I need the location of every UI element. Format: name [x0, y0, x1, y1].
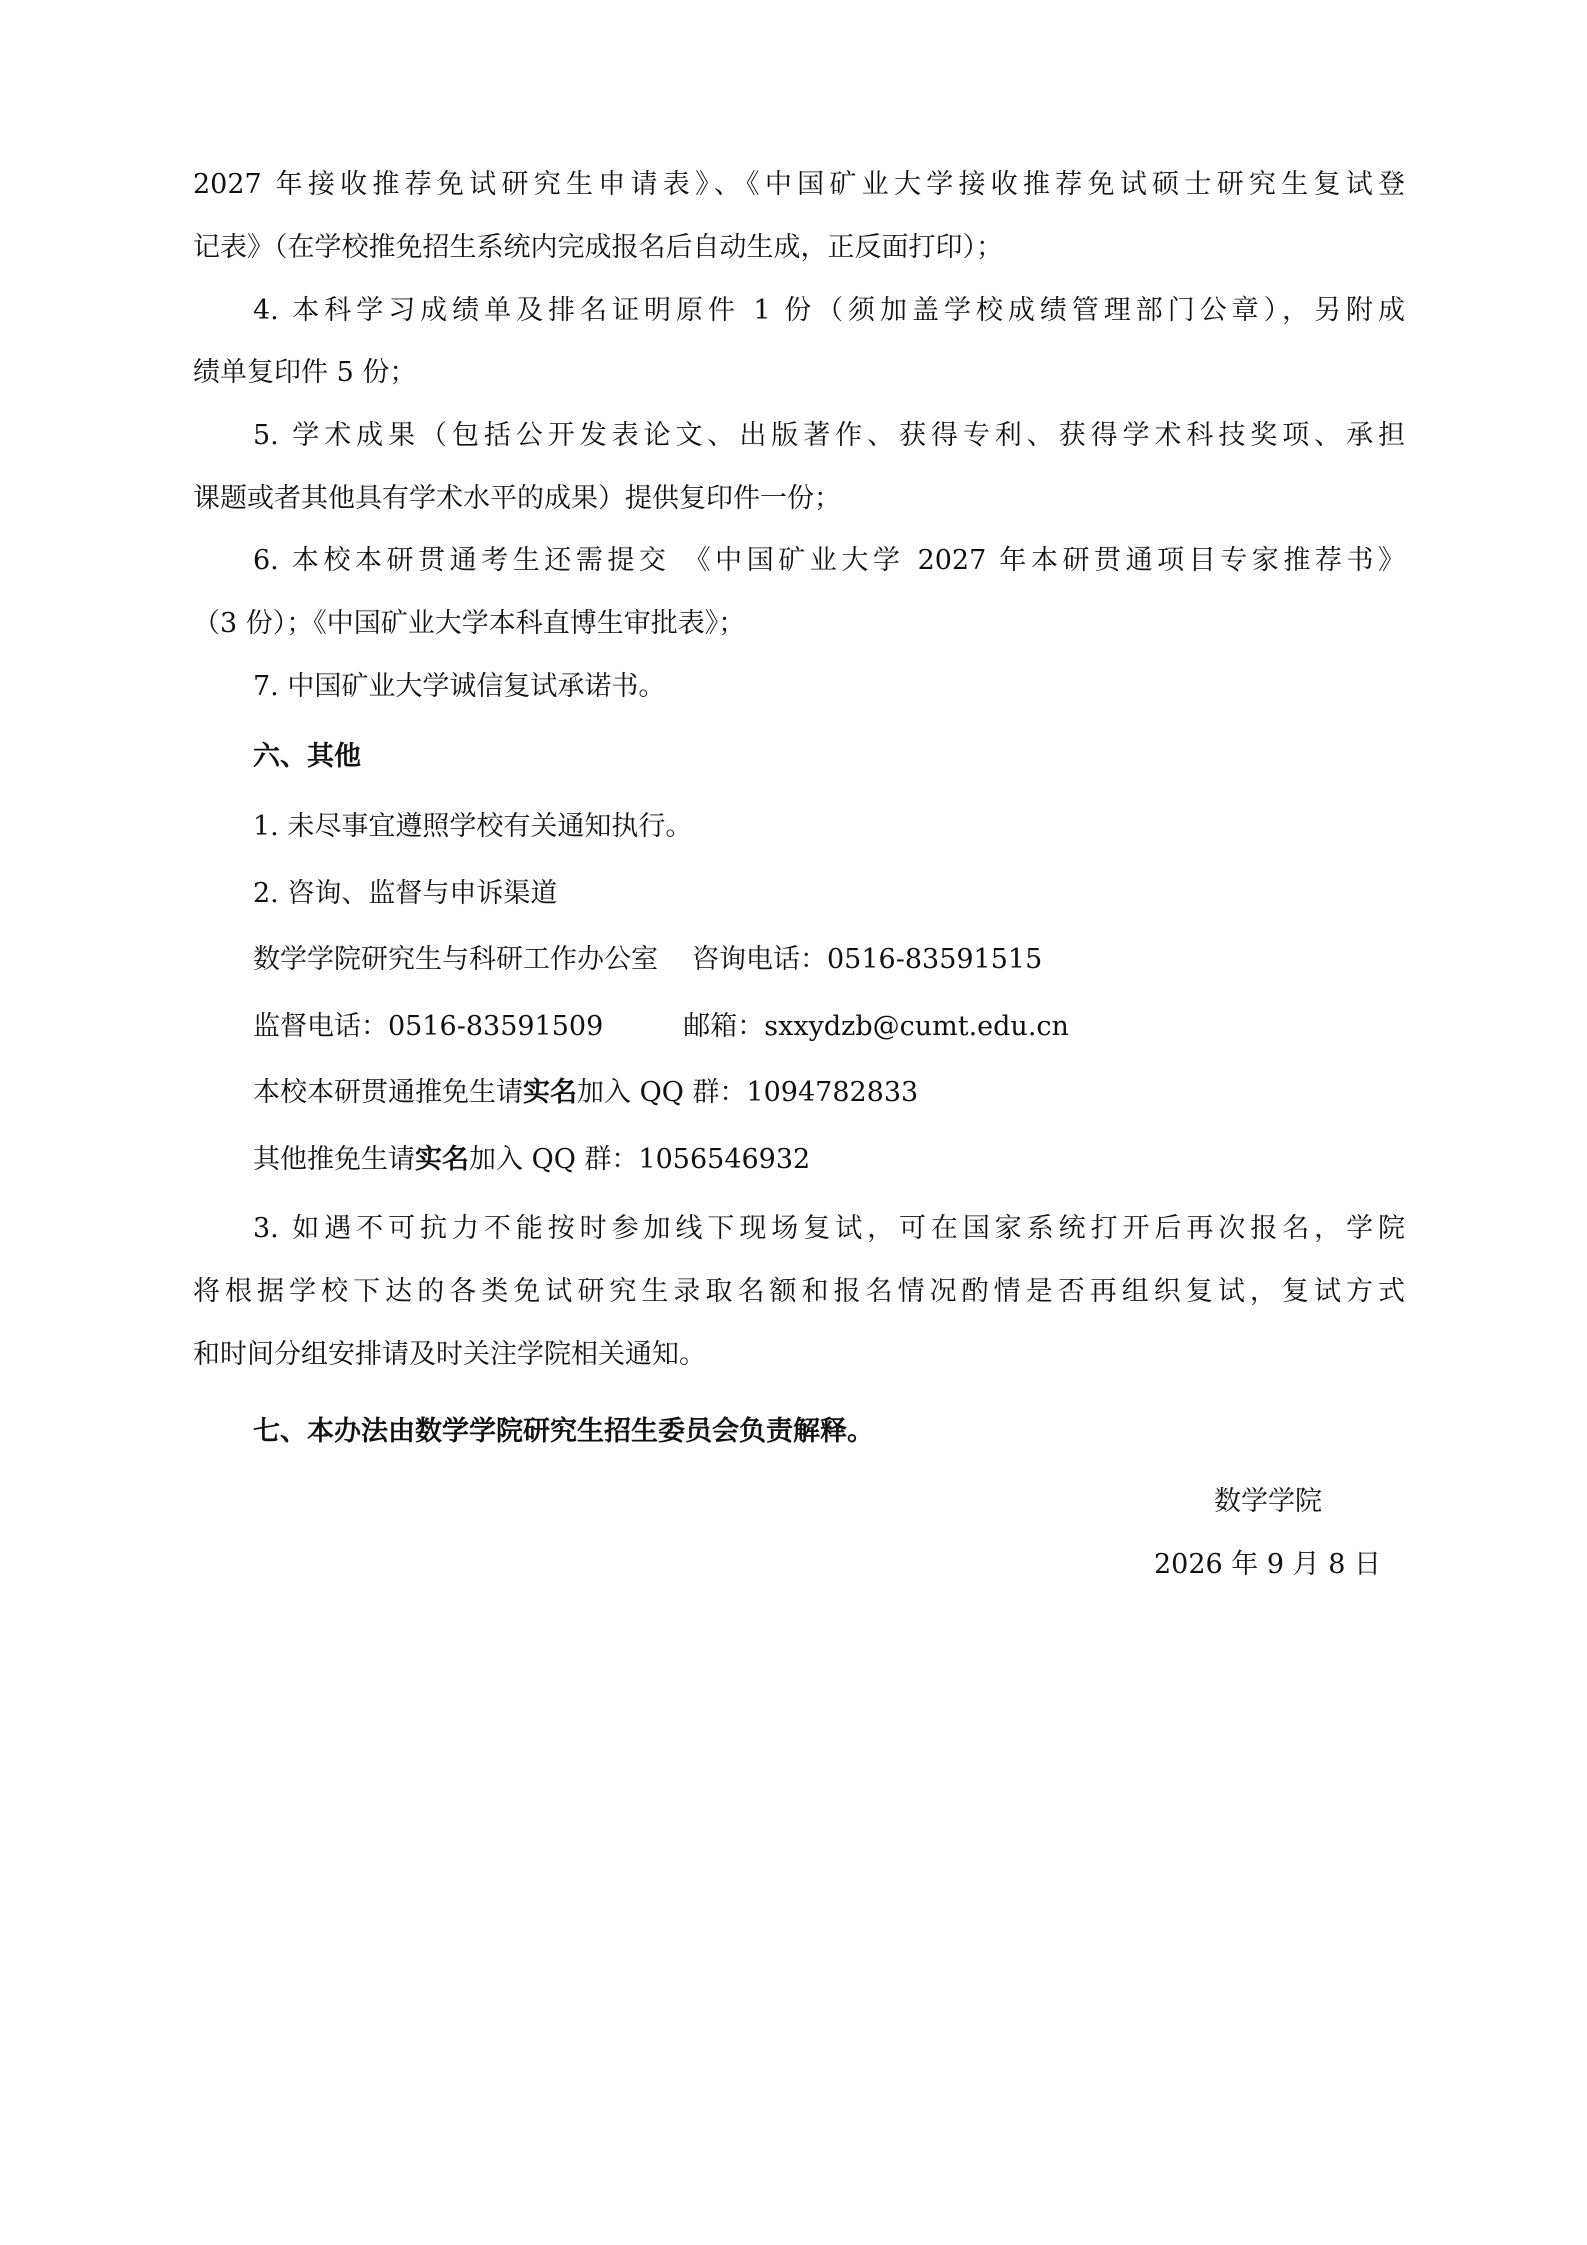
section-6-item-1: 1. 未尽事宜遵照学校有关通知执行。: [253, 811, 693, 842]
qq-group-2-prefix: 其他推免生请: [253, 1144, 415, 1175]
section-6-heading: 六、其他: [253, 741, 361, 772]
office-contact-line: [253, 940, 1042, 980]
supervise-email-line: [253, 1007, 1069, 1047]
supervise-phone: 监督电话：0516-83591509: [253, 1011, 604, 1042]
section-6-item-3-line-1: 3. 如遇不可抗力不能按时参加线下现场复试，可在国家系统打开后再次报名，学院: [253, 1213, 1405, 1244]
item-7: 7. 中国矿业大学诚信复试承诺书。: [253, 671, 666, 702]
item-6-line-2: （3 份）；《中国矿业大学本科直博生审批表》；: [193, 608, 746, 639]
item-4-line-2: 绩单复印件 5 份；: [193, 357, 417, 388]
qq-group-1-suffix: 加入 QQ 群：1094782833: [577, 1077, 919, 1108]
item-4-line-1: 4. 本科学习成绩单及排名证明原件 1 份（须加盖学校成绩管理部门公章），另附成: [253, 295, 1405, 326]
qq-group-2: [253, 1140, 810, 1180]
signature-org: 数学学院: [1214, 1486, 1322, 1517]
paragraph-3-line-1: 2027 年接收推荐免试研究生申请表》、《中国矿业大学接收推荐免试硕士研究生复试登: [193, 169, 1405, 200]
qq-group-1: [253, 1073, 918, 1113]
section-6-item-2: 2. 咨询、监督与申诉渠道: [253, 878, 558, 909]
qq-group-1-prefix: 本校本研贯通推免生请: [253, 1077, 523, 1108]
item-5-line-1: 5. 学术成果（包括公开发表论文、出版著作、获得专利、获得学术科技奖项、承担: [253, 420, 1405, 451]
section-6-item-3-line-3: 和时间分组安排请及时关注学院相关通知。: [193, 1339, 706, 1370]
section-6-item-3-line-2: 将根据学校下达的各类免试研究生录取名额和报名情况酌情是否再组织复试，复试方式: [193, 1276, 1405, 1307]
signature-date: 2026 年 9 月 8 日: [1154, 1549, 1381, 1580]
qq-group-2-emphasis: 实名: [415, 1144, 469, 1175]
section-7-heading: 七、本办法由数学学院研究生招生委员会负责解释。: [253, 1416, 874, 1447]
qq-group-2-suffix: 加入 QQ 群：1056546932: [469, 1144, 811, 1175]
paragraph-3-line-2: 记表》（在学校推免招生系统内完成报名后自动生成，正反面打印）；: [193, 232, 1003, 263]
office-name: 数学学院研究生与科研工作办公室: [253, 944, 658, 975]
item-5-line-2: 课题或者其他具有学术水平的成果）提供复印件一份；: [193, 483, 841, 514]
consult-phone: 咨询电话：0516-83591515: [692, 944, 1043, 975]
item-6-line-1: 6. 本校本研贯通考生还需提交 《中国矿业大学 2027 年本研贯通项目专家推荐书》: [253, 545, 1405, 576]
email: 邮箱：sxxydzb@cumt.edu.cn: [683, 1011, 1069, 1042]
qq-group-1-emphasis: 实名: [523, 1077, 577, 1108]
